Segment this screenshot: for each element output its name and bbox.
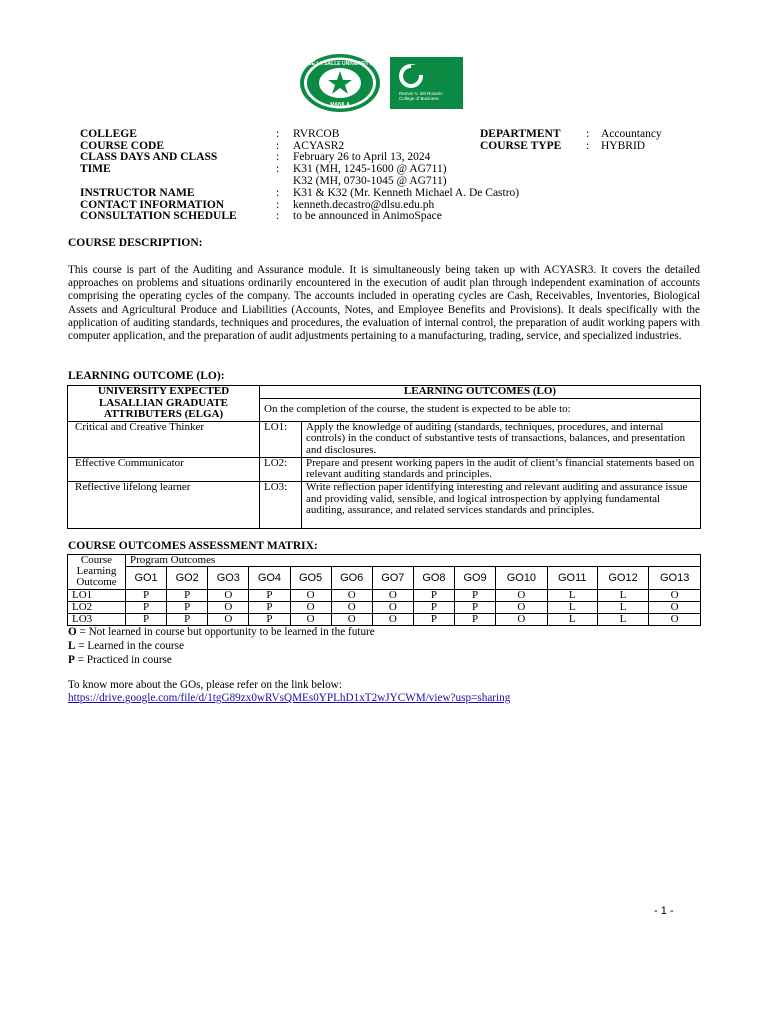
course-type-value: HYBRID — [601, 140, 646, 152]
go-header-cell: GO3 — [208, 567, 249, 590]
matrix-value-cell: P — [126, 602, 167, 614]
matrix-value-cell: O — [649, 614, 701, 626]
matrix-corner-label: Course Learning Outcome — [68, 555, 126, 590]
matrix-value-cell: P — [413, 590, 454, 602]
matrix-body — [68, 590, 701, 626]
matrix-value-cell: O — [208, 590, 249, 602]
course-description-text: This course is part of the Auditing and Assurance module. It is simultaneously being taken up with ACYASR3. It covers the detailed approaches on problems and situations ordinarily encountered in the execution of audit plan through independent examination of accounts comprising the operating cycles of the company. The accounts included in operating cycles are Cash, Receivables, Inventories, Biological Assets and Agricultural Produce and Liabilities (Accounts, Notes, and Employee Benefits and Provisions). It deals specifically with the application of auditing standards, techniques and procedures, the evaluation of internal control, the preparation of audit working papers with computer application, and the preparation of audit adjustments pertaining to a manufacturing, trading, service, and specialized industries. — [68, 264, 700, 343]
gos-link[interactable]: https://drive.google.com/file/d/1tgG89zx0wRVsQMEs0YPLhD1xT2wJYCWM/view?usp=sharing — [68, 692, 511, 704]
go-header-cell: GO13 — [649, 567, 701, 590]
matrix-value-cell: L — [597, 614, 649, 626]
time-value-k31: K31 (MH, 1245-1600 @ AG711) — [293, 163, 447, 175]
lo-code-cell: LO1: — [260, 421, 302, 457]
elga-cell: Critical and Creative Thinker — [68, 421, 260, 457]
go-header-cell: GO6 — [331, 567, 372, 590]
matrix-value-cell: L — [597, 590, 649, 602]
contact-email[interactable]: kenneth.decastro@dlsu.edu.ph — [293, 199, 435, 211]
matrix-value-cell: O — [649, 602, 701, 614]
lo-code-cell: LO3: — [260, 481, 302, 528]
matrix-value-cell: O — [496, 590, 548, 602]
matrix-value-cell: O — [208, 614, 249, 626]
learning-outcome-heading: LEARNING OUTCOME (LO): — [68, 370, 225, 382]
matrix-value-cell: P — [167, 614, 208, 626]
matrix-value-cell: P — [455, 602, 496, 614]
matrix-value-cell: O — [496, 614, 548, 626]
go-header-cell: GO5 — [290, 567, 331, 590]
matrix-value-cell: P — [413, 614, 454, 626]
lo-text-cell: Apply the knowledge of auditing (standards, techniques, procedures, and internal controls) in the conduct of substantive tests of transactions, balances, and presentation and disclosures. — [302, 421, 701, 457]
matrix-value-cell: P — [167, 590, 208, 602]
rvr-logo-text: Ramon V. del Rosario College of Business — [399, 91, 443, 101]
go-header-cell: GO7 — [372, 567, 413, 590]
department-value: Accountancy — [601, 128, 662, 140]
go-header-cell: GO10 — [496, 567, 548, 590]
matrix-value-cell: P — [249, 590, 290, 602]
matrix-value-cell: O — [290, 590, 331, 602]
go-header-row — [68, 567, 701, 590]
svg-text:MANILA: MANILA — [330, 102, 350, 108]
consultation-value: to be announced in AnimoSpace — [293, 210, 442, 222]
matrix-value-cell: L — [547, 590, 597, 602]
matrix-value-cell: P — [249, 602, 290, 614]
college-label: COLLEGE — [80, 128, 137, 140]
instructor-value: K31 & K32 (Mr. Kenneth Michael A. De Castro) — [293, 187, 520, 199]
learning-outcome-table — [67, 385, 701, 529]
matrix-lo-cell: LO2 — [68, 602, 126, 614]
table-row — [68, 602, 701, 614]
college-value: RVRCOB — [293, 128, 340, 140]
matrix-value-cell: O — [208, 602, 249, 614]
go-header-cell: GO9 — [455, 567, 496, 590]
table-row — [68, 457, 701, 481]
go-header-cell: GO12 — [597, 567, 649, 590]
go-header-cell: GO2 — [167, 567, 208, 590]
elga-cell: Effective Communicator — [68, 457, 260, 481]
matrix-value-cell: P — [455, 590, 496, 602]
lo-text-cell: Prepare and present working papers in the audit of client’s financial statements based on relevant auditing standards and principles. — [302, 457, 701, 481]
rvr-college-logo — [390, 57, 463, 109]
time-label: TIME — [80, 163, 111, 175]
go-header-cell: GO4 — [249, 567, 290, 590]
consultation-label: CONSULTATION SCHEDULE — [80, 210, 237, 222]
assessment-matrix-table — [67, 554, 701, 626]
legend-o: O = Not learned in course but opportunity to be learned in the future — [68, 626, 375, 638]
page-number: - 1 - — [654, 905, 674, 917]
gos-note: To know more about the GOs, please refer on the link below: — [68, 679, 342, 691]
matrix-value-cell: O — [331, 590, 372, 602]
matrix-value-cell: P — [249, 614, 290, 626]
lo-text-cell: Write reflection paper identifying interesting and relevant auditing and assurance issue and providing valid, sensible, and logical introspection by applying fundamental auditing, assurance, and related services standards and principles. — [302, 481, 701, 528]
go-header-cell: GO1 — [126, 567, 167, 590]
matrix-value-cell: O — [290, 614, 331, 626]
matrix-value-cell: O — [372, 614, 413, 626]
table-row — [68, 614, 701, 626]
dlsu-seal-logo — [299, 53, 381, 113]
course-description-heading: COURSE DESCRIPTION: — [68, 237, 203, 249]
elga-cell: Reflective lifelong learner — [68, 481, 260, 528]
class-days-value: February 26 to April 13, 2024 — [293, 151, 431, 163]
matrix-value-cell: L — [597, 602, 649, 614]
table-row — [68, 590, 701, 602]
department-label: DEPARTMENT — [480, 128, 561, 140]
program-outcomes-label: Program Outcomes — [126, 555, 701, 567]
course-code-value: ACYASR2 — [293, 140, 345, 152]
matrix-value-cell: P — [126, 590, 167, 602]
lo-subheader: On the completion of the course, the student is expected to be able to: — [260, 398, 701, 421]
legend-p: P = Practiced in course — [68, 654, 172, 666]
lo-header: LEARNING OUTCOMES (LO) — [260, 386, 701, 399]
legend-l: L = Learned in the course — [68, 640, 184, 652]
course-type-label: COURSE TYPE — [480, 140, 562, 152]
matrix-lo-cell: LO3 — [68, 614, 126, 626]
time-value-k32: K32 (MH, 0730-1045 @ AG711) — [293, 175, 447, 187]
matrix-lo-cell: LO1 — [68, 590, 126, 602]
go-header-cell: GO8 — [413, 567, 454, 590]
lo-code-cell: LO2: — [260, 457, 302, 481]
matrix-value-cell: L — [547, 602, 597, 614]
class-days-label: CLASS DAYS AND CLASS — [80, 151, 218, 163]
matrix-value-cell: P — [126, 614, 167, 626]
go-header-cell: GO11 — [547, 567, 597, 590]
document-page: DE LA SALLE UNIVERSITY MANILA Ramon V. del Rosario College of Business COLLEGE : RVRCOB DEPARTMENT : Accountancy COURSE CODE : ACYASR2 COURSE TYPE : HYBRID CLASS DAYS AND CLASS : February 26 to April 13, 2024 TIME : K31 (MH, 1245-1600 @ AG711) K32 (MH, 0730-1045 @ AG711) INSTRUCTOR NAME : K31 & K32 (Mr. Kenneth Michael A. De Castro) CONTACT INFORMATION : kenneth.decastro@dlsu.edu.ph CONSULTATION SCHEDULE : to be announced in AnimoSpace COURSE DESCRIPTION: This course is part of the Auditing and Assurance module. It is simultaneously being taken up with ACYASR3. It covers the detailed approaches on problems and situations ordinarily encountered in the execution of audit plan through independent examination of accounts comprising the operating cycles of the company. The accounts included in operating cycles are Cash, Receivables, Inventories, Biological Assets and Agricultural Produce and Liabilities (Accounts, Notes, and Employee Benefits and Provisions). It deals specifically with the application of auditing standards, techniques and procedures, the evaluation of internal control, the preparation of audit working papers with computer application, and the preparation of audit adjustments pertaining to a manufacturing, trading, service, and specialized industries. LEARNING OUTCOME (LO): UNIVERSITY EXPECTED LASALLIAN GRADUATE ATTRIBUTERS (ELGA) LEARNING OUTCOMES (LO) On the completion of the course, the student is expected to be able to: Critical and Creative Thinker LO1: Apply the knowledge of auditing (standards, techniques, procedures, and internal controls) in the conduct of substantive tests of transactions, balances, and presentation and disclosures. Effective Communicator LO2: Prepare and present working papers in the audit of client’s financial statements based on relevant auditing standards and principles. Reflective lifelong learner LO3: Write reflection paper identifying interesting and relevant auditing and assurance issue and providing valid, sensible, and logical introspection by applying fundamental auditing, assurance, and related services standards and principles. COURSE OUTCOMES ASSESSMENT MATRIX: Course Learning Outcome Program Outcomes GO1 GO2 GO3 GO4 GO5 GO6 GO7 GO8 GO9 GO10 GO11 GO12 GO13 LO1 P P O P O O O P P O L L O LO2 P P O P O O O P P O L L O LO3 P P O P O O O P P O L L O O = Not learned in course but opportunity to be learned in the future L = Learned in the course P = Practiced in course To know more about the GOs, please refer on the link below: https://drive.google.com/file/d/1tgG89zx0wRVsQMEs0YPLhD1xT2wJYCWM/view?usp=sharing - 1 - — [0, 0, 768, 1024]
matrix-value-cell: P — [167, 602, 208, 614]
table-row — [68, 481, 701, 528]
instructor-label: INSTRUCTOR NAME — [80, 187, 195, 199]
matrix-value-cell: L — [547, 614, 597, 626]
matrix-heading: COURSE OUTCOMES ASSESSMENT MATRIX: — [68, 540, 318, 552]
matrix-value-cell: P — [413, 602, 454, 614]
rvr-emblem-icon — [398, 63, 424, 89]
elga-header: UNIVERSITY EXPECTED LASALLIAN GRADUATE ATTRIBUTERS (ELGA) — [68, 386, 260, 422]
matrix-value-cell: O — [331, 602, 372, 614]
svg-text:DE LA SALLE UNIVERSITY: DE LA SALLE UNIVERSITY — [308, 61, 372, 67]
matrix-value-cell: O — [290, 602, 331, 614]
matrix-value-cell: O — [372, 590, 413, 602]
matrix-value-cell: O — [372, 602, 413, 614]
table-row — [68, 421, 701, 457]
matrix-value-cell: O — [649, 590, 701, 602]
contact-label: CONTACT INFORMATION — [80, 199, 225, 211]
matrix-value-cell: O — [496, 602, 548, 614]
matrix-value-cell: O — [331, 614, 372, 626]
course-code-label: COURSE CODE — [80, 140, 165, 152]
matrix-value-cell: P — [455, 614, 496, 626]
